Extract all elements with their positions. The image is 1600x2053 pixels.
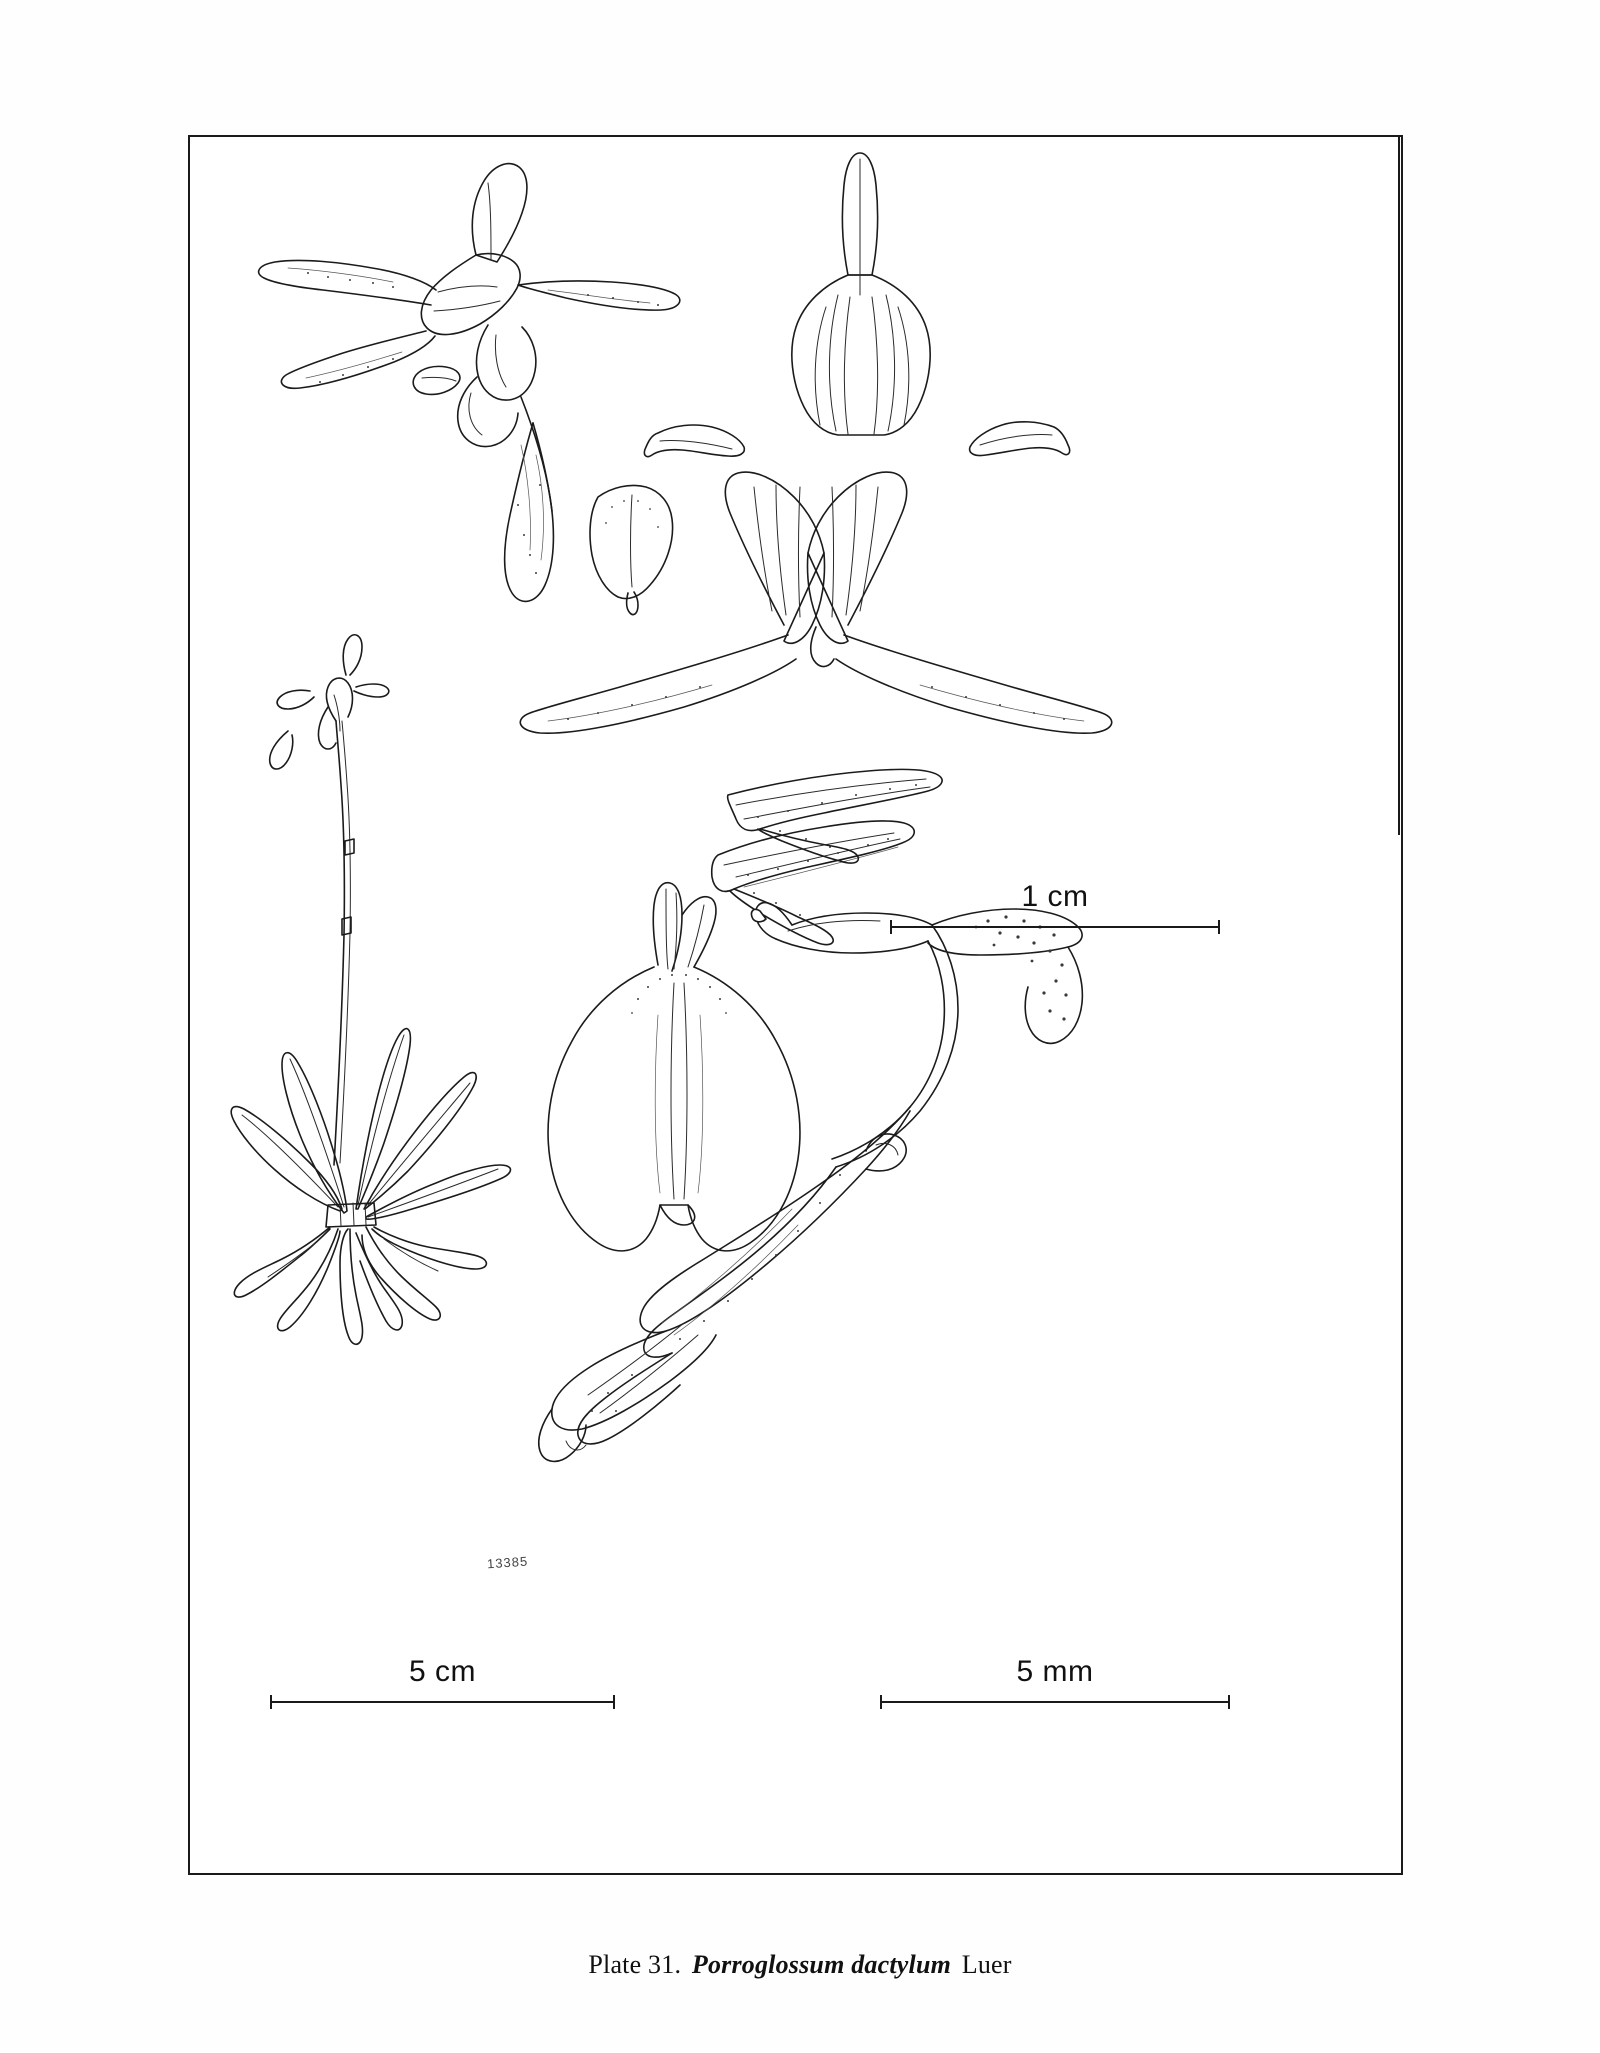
- species-name: Porroglossum dactylum: [691, 1950, 952, 1979]
- scale-bar-cap-left: [890, 920, 892, 934]
- plate-frame: [188, 135, 1403, 1875]
- scale-bar-5mm: [880, 1655, 1230, 1709]
- scale-bar-5cm-label: 5 cm: [408, 1655, 476, 1688]
- species-author: Luer: [961, 1950, 1012, 1979]
- scale-bar-1cm-rule: [890, 920, 1220, 934]
- frame-edge-rule: [1398, 135, 1400, 835]
- scale-bar-cap-right: [1228, 1695, 1230, 1709]
- specimen-number-annotation: 13385: [486, 1553, 529, 1572]
- scale-bar-1cm-label: 1 cm: [1021, 880, 1089, 913]
- scale-bar-5mm-rule: [880, 1695, 1230, 1709]
- scale-bar-cap-left: [270, 1695, 272, 1709]
- scale-bar-5cm: [270, 1655, 615, 1709]
- scale-bar-cap-right: [613, 1695, 615, 1709]
- scale-bar-5mm-label: 5 mm: [1016, 1655, 1094, 1688]
- scale-bar-cap-left: [880, 1695, 882, 1709]
- scale-bar-1cm: [890, 880, 1220, 934]
- scale-bar-line: [880, 1701, 1230, 1703]
- plate-caption: [0, 1950, 1600, 1980]
- plate-number: Plate 31.: [588, 1950, 682, 1979]
- scale-bar-5cm-rule: [270, 1695, 615, 1709]
- scale-bar-cap-right: [1218, 920, 1220, 934]
- scale-bar-line: [890, 926, 1220, 928]
- scale-bar-line: [270, 1701, 615, 1703]
